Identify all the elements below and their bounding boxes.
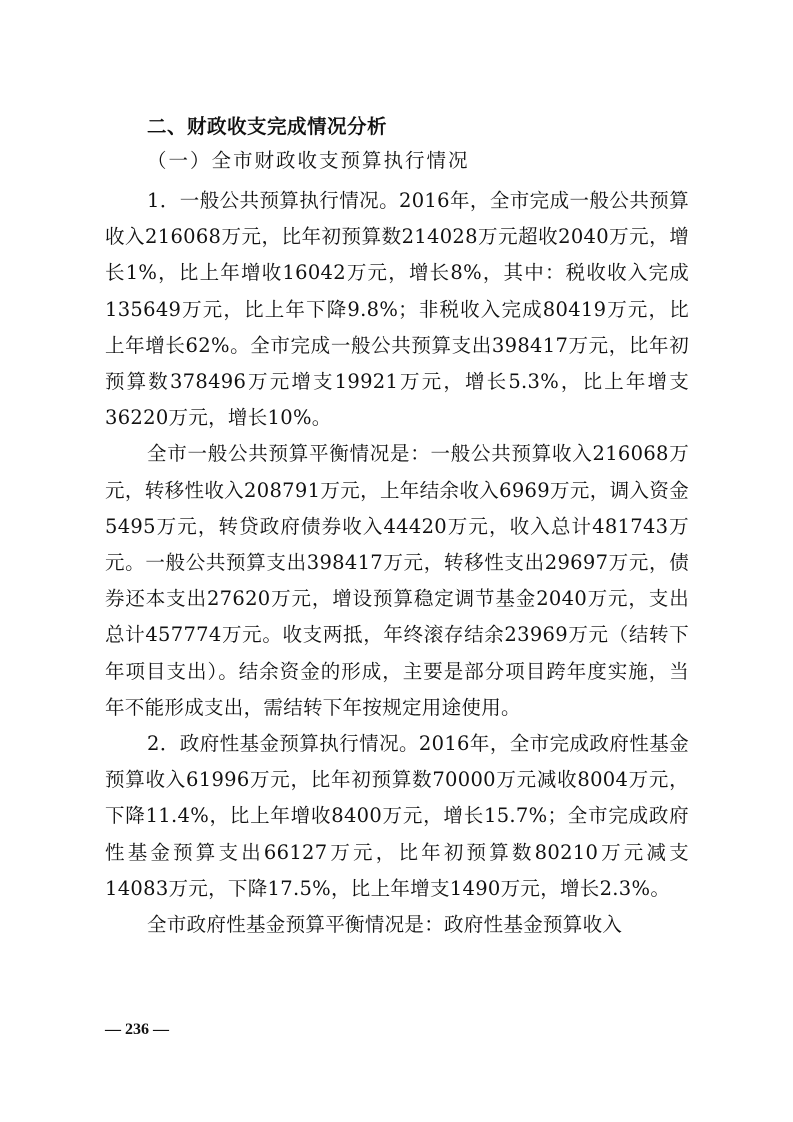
paragraph-general-budget: 1．一般公共预算执行情况。2016年，全市完成一般公共预算收入216068万元，比年初预算数214028万元超收2040万元，增长1%，比上年增收16042万元，增长8%，其中：税收收入完成135649万元，比上年下降9.8%；非税收入完成80419万元，比上年增长62%。全市完成一般公共预算支出398417万元，比年初预算数378496万元增支19921万元，增长5.3%，比上年增支36220万元，增长10%。 [105, 189, 689, 430]
paragraph-fund-budget: 2．政府性基金预算执行情况。2016年，全市完成政府性基金预算收入61996万元，比年初预算数70000万元减收8004万元，下降11.4%，比上年增收8400万元，增长15.7%；全市完成政府性基金预算支出66127万元，比年初预算数80210万元减支14083万元，下降17.5%，比上年增支1490万元，增长2.3%。 [105, 732, 689, 900]
page-number: — 236 — [105, 1021, 169, 1038]
section-heading: 二、财政收支完成情况分析 [147, 115, 388, 138]
paragraph-fund-budget-balance: 全市政府性基金预算平衡情况是：政府性基金预算收入 [147, 913, 623, 937]
subsection-heading: （一）全市财政收支预算执行情况 [147, 149, 470, 172]
body-text [105, 183, 689, 943]
paragraph-general-budget-balance: 全市一般公共预算平衡情况是：一般公共预算收入216068万元，转移性收入208791万元，上年结余收入6969万元，调入资金5495万元，转贷政府债券收入44420万元，收入总计481743万元。一般公共预算支出398417万元，转移性支出29697万元，债券还本支出27620万元，增设预算稳定调节基金2040万元，支出总计457774万元。收支两抵，年终滚存结余23969万元（结转下年项目支出）。结余资金的形成，主要是部分项目跨年度实施，当年不能形成支出，需结转下年按规定用途使用。 [105, 442, 689, 719]
